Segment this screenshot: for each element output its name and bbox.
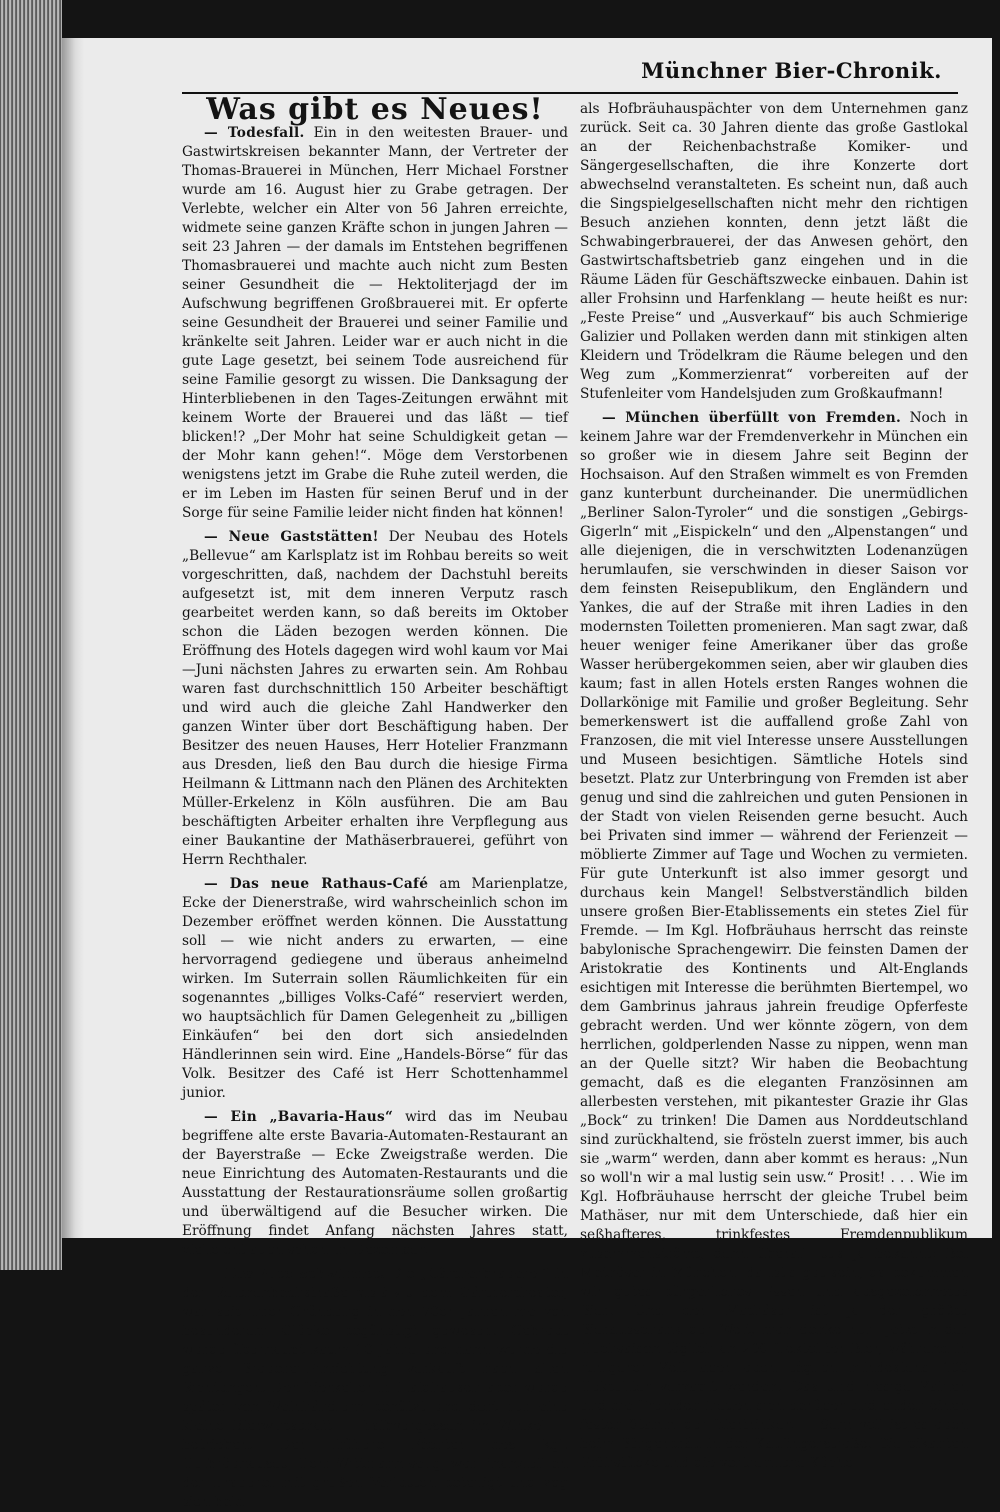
paragraph-body: Der Neubau des Hotels „Bellevue“ am Karlsplatz ist im Rohbau bereits so weit vorgeschritten, daß, nachdem der Dachstuhl bereits aufgesetzt ist, mit dem inneren Verputz rasch gearbeitet werden kann, so daß bereits im Oktober schon die Läden bezogen werden können. Die Eröffnung des Hotels dagegen wird wohl kaum vor Mai—Juni nächsten Jahres zu erwarten sein. Am Rohbau waren fast durchschnittlich 150 Arbeiter beschäftigt und wird auch die gleiche Zahl Handwerker den ganzen Winter über dort Beschäftigung haben. Der Besitzer des neuen Hauses, Herr Hotelier Franzmann aus Dresden, ließ den Bau durch die hiesige Firma Heilmann & Littmann nach den Plänen des Architekten Müller-Erkelenz in Köln ausführen. Die am Bau beschäftigten Arbeiter erhalten ihre Verpflegung aus einer Baukantine der Mathäserbrauerei, geführt von Herrn Rechthaler. [182, 529, 568, 868]
left-column [182, 92, 568, 1512]
paragraph-fremdenverkehr [580, 409, 968, 1473]
paragraph-body: als Hofbräuhauspächter von dem Unternehmen ganz zurück. Seit ca. 30 Jahren diente das große Gastlokal an der Reichenbachstraße Komiker- und Sängergesellschaften, die ihre Konzerte dort abwechselnd veranstalteten. Es scheint nun, daß auch die Singspielgesellschaften nicht mehr den richtigen Besuch anziehen konnten, denn jetzt läßt die Schwabingerbrauerei, der das Anwesen gehört, den Gastwirtschaftsbetrieb ganz eingehen und in die Räume Läden für Geschäftszwecke einbauen. Dahin ist aller Frohsinn und Harfenklang — heute heißt es nur: „Feste Preise“ und „Ausverkauf“ bis auch Schmierige Galizier und Pollaken werden dann mit stinkigen alten Kleidern und Trödelkram die Räume belegen und den Weg zum „Kommerzienrat“ vorbereiten auf der Stufenleiter vom Handelsjuden zum Großkaufmann! [580, 101, 968, 402]
article-title: Was gibt es Neues! [206, 92, 544, 127]
paragraph-body: wird das im Neubau begriffene alte erste Bavaria-Automaten-Restaurant an der Bayerstraße — Ecke Zweigstraße werden. Die neue Einrichtung des Automaten-Restaurants und die Ausstattung der Restaurationsräume sollen großartig und überwältigend auf die Besucher wirken. Die Eröffnung findet Anfang nächsten Jahres statt, vielleicht auch schon im Dezember. [182, 1109, 568, 1258]
paragraph-body: Ein in den weitesten Brauer- und Gastwirtskreisen bekannter Mann, der Vertreter der Thomas-Brauerei in München, Herr Michael Forstner wurde am 16. August hier zu Grabe getragen. Der Verlebte, welcher ein Alter von 56 Jahren erreichte, widmete seine ganzen Kräfte schon in jungen Jahren — seit 23 Jahren — der damals im Entstehen begriffenen Thomasbrauerei und machte auch nicht zum Besten seiner Gesundheit die — Hektoliterjagd der im Aufschwung begriffenen Großbrauerei mit. Er opferte seine Gesundheit der Brauerei und seiner Familie und kränkelte seit Jahren. Leider war er auch nicht in die gute Lage gesetzt, bei seinem Tode ausreichend für seine Familie gesorgt zu wissen. Die Danksagung der Hinterbliebenen in den Tages-Zeitungen erwähnt mit keinem Worte der Brauerei und das läßt — tief blicken!? „Der Mohr hat seine Schuldigkeit getan — der Mohr kann gehen!“. Möge dem Verstorbenen wenigstens jetzt im Grabe die Ruhe zuteil werden, die er im Leben im Hasten für seinen Beruf und in der Sorge für seine Familie leider nicht finden hat können! [182, 125, 568, 521]
page-gutter-shadow [62, 38, 84, 1238]
paragraph-bavaria-haus [182, 1108, 568, 1260]
paragraph-continuation [580, 100, 968, 404]
paragraph-body: Die „Gärtnerbrauerei“ in der Reichenbachstraße vis-à-vis dem Gärtnertheater, war seit ihrer Gründung in den 70er Jahren nie von besonderem Glücke begünstigt gewesen. Gebraut wurde überhaupt kaum 10 Jahre und dann wurde die ganze Brauerei-Einrichtung verkauft nach allen Richtungen. Der Bierkeller in Haidhausen aber wurde später von Weinhändlern benützt und dort nur eine kleine Bierwirtschaft — halbvergessen im Winkel — betrieben. Der frühere Pächter des kgl. Hofbräuhauses, Herr Wittmann selig, war finanziell an der Brauerei mit großen Verlusten beteiligt und zog sich bald [182, 1266, 568, 1510]
paragraph-lead: — Das neue Rathaus-Café [204, 876, 429, 892]
paragraph-lead: — Das Alte schwindet. [204, 1266, 386, 1282]
paragraph-body: Noch in keinem Jahre war der Fremdenverkehr in München ein so großer wie in diesem Jahre seit Beginn der Hochsaison. Auf den Straßen wimmelt es von Fremden ganz kunterbunt durcheinander. Die unermüdlichen „Berliner Salon-Tyroler“ und die sonstigen „Gebirgs-Gigerln“ mit „Eispickeln“ und den „Alpenstangen“ und alle diejenigen, die in verschwitzten Lodenanzügen herumlaufen, sie verschwinden in dieser Saison vor dem feinsten Reisepublikum, den Engländern und Yankes, die auf der Straße mit ihren Ladies in den modernsten Toiletten promenieren. Man sagt zwar, daß heuer weniger feine Amerikaner über das große Wasser herübergekommen seien, aber wir glauben dies kaum; fast in allen Hotels ersten Ranges wohnen die Dollarkönige mit Familie und großer Begleitung. Sehr bemerkenswert ist die auffallend große Zahl von Franzosen, die mit viel Interesse unsere Ausstellungen und Museen besichtigen. Sämtliche Hotels sind besetzt. Platz zur Unterbringung von Fremden ist aber genug und sind die zahlreichen und guten Pensionen in der Stadt von vielen Reisenden gerne besucht. Auch bei Privaten sind immer — während der Ferienzeit — möblierte Zimmer auf Tage und Wochen zu vermieten. Für gute Unterkunft ist also immer gesorgt und durchaus kein Mangel! Selbstverständlich bilden unsere großen Bier-Etablissements ein stetes Ziel für Fremde. — Im Kgl. Hofbräuhaus herrscht das reinste babylonische Sprachengewirr. Die feinsten Damen der Aristokratie des Kontinents und Alt-Englands esichtigen mit Interesse die berühmten Biertempel, wo dem Gambrinus jahraus jahrein freudige Opferfeste gebracht werden. Und wer könnte zögern, von dem herrlichen, goldperlenden Nasse zu nippen, wenn man an der Quelle sitzt? Wir haben die Beobachtung gemacht, daß es die eleganten Französinnen am allerbesten verstehen, mit pikantester Grazie ihr Glas „Bock“ zu trinken! Die Damen aus Norddeutschland sind zurückhaltend, sie frösteln zuerst immer, bis auch sie „warm“ werden, dann aber kommt es heraus: „Nun so woll'n wir a mal lustig sein usw.“ Prosit! . . . Wie im Kgl. Hofbräuhause herrscht der gleiche Trubel beim Mathäser, nur mit dem Unterschiede, daß hier ein seßhafteres, trinkfestes Fremdenpublikum zusammenströmt, denn überall ist's ja bekannt: Bei Mathäser in München, da ist's gut sein, da bekommen wir gutes bürgerliches Essen und ausgezeichnetes Bier! Und der Mathäser ist ja der größte Bierausschank der Welt; man denke nur: Jetzt in der Hochsaison täglich an 200 Hektoliter Bier, während in ruhigerer Zeit aber auch täglich mindestens 100 Hektoliter verzapft werden! Das sind riesige Zahlen und die Fremden freuen sich darüber und bilden einen festen Stamm der Biertrinker. — Sehr voll ist es auch beim Bürgerbräu in der Kaufingerstraße. Die pikanten Frühstücke und die vortreffliche Küche [580, 410, 969, 1471]
paragraph-todesfall [182, 124, 568, 523]
running-head: Münchner Bier-Chronik. [641, 58, 942, 83]
paragraph-lead: — Ein „Bavaria-Haus“ [204, 1109, 394, 1125]
paragraph-neue-gaststaetten [182, 528, 568, 870]
paragraph-body: am Marienplatze, Ecke der Dienerstraße, wird wahrscheinlich schon im Dezember eröffnet werden können. Die Ausstattung soll — wie nicht anders zu erwarten, — eine hervorragend gediegene und überaus anheimelnd wirken. Im Suterrain sollen Räumlichkeiten für ein sogenanntes „billiges Volks-Café“ reserviert werden, wo hauptsächlich für Damen Gelegenheit zu „billigen Einkäufen“ bei den dort sich ansiedelnden Händlerinnen sein wird. Eine „Handels-Börse“ für das Volk. Besitzer des Café ist Herr Schottenhammel junior. [182, 876, 568, 1101]
newspaper-page [62, 38, 992, 1510]
paragraph-lead: — München überfüllt von Fremden. [602, 410, 902, 426]
paragraph-rathaus-cafe [182, 875, 568, 1103]
right-column [580, 100, 968, 1473]
paragraph-lead: — Neue Gaststätten! [204, 529, 379, 545]
paragraph-alte-schwindet [182, 1265, 568, 1512]
book-page-edges [0, 0, 62, 1270]
paragraph-lead: — Todesfall. [204, 125, 305, 141]
